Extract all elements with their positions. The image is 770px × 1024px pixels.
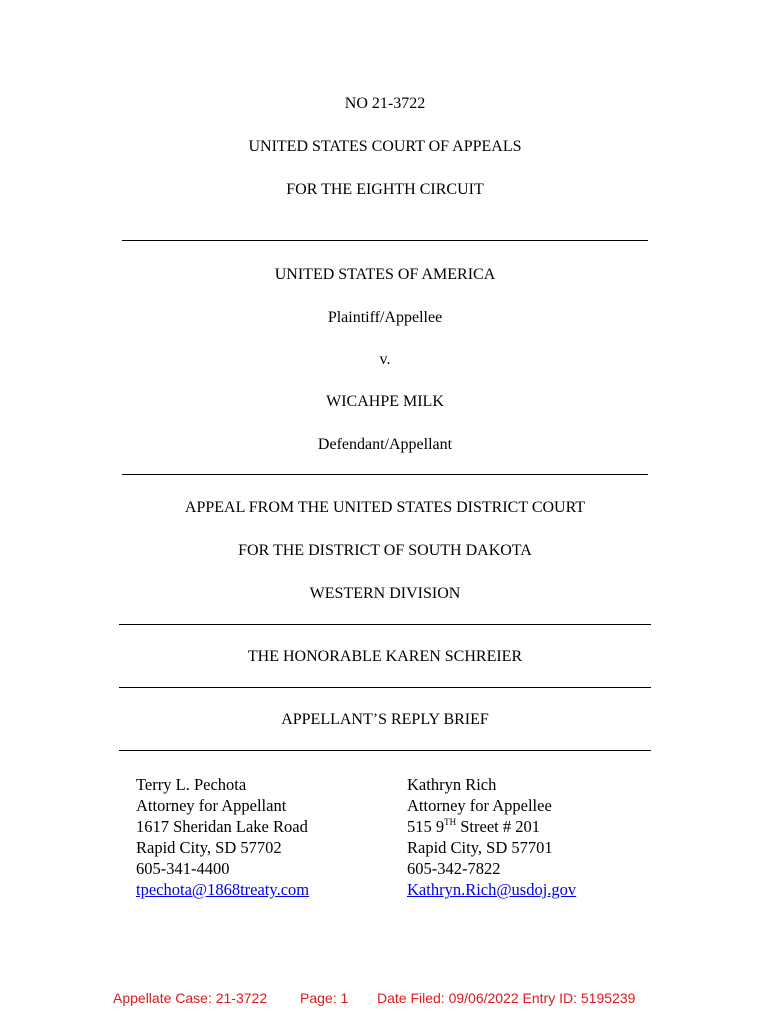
appeal-line-2: FOR THE DISTRICT OF SOUTH DAKOTA xyxy=(238,542,532,559)
appellant-counsel-phone: 605-341-4400 xyxy=(136,859,230,878)
brief-title: APPELLANT’S REPLY BRIEF xyxy=(281,711,489,728)
appeal-line-3: WESTERN DIVISION xyxy=(309,585,461,602)
appellant-counsel-name: Terry L. Pechota xyxy=(136,775,247,794)
divider xyxy=(119,750,651,751)
plaintiff-name: UNITED STATES OF AMERICA xyxy=(274,266,496,283)
divider xyxy=(122,240,648,241)
defendant-role: Defendant/Appellant xyxy=(317,436,453,453)
circuit-name: FOR THE EIGHTH CIRCUIT xyxy=(286,181,484,198)
plaintiff-role: Plaintiff/Appellee xyxy=(327,309,443,326)
divider xyxy=(122,474,648,475)
appellee-counsel-block xyxy=(407,774,576,900)
appellee-counsel-email-link[interactable]: Kathryn.Rich@usdoj.gov xyxy=(407,880,577,899)
appellant-counsel-city: Rapid City, SD 57702 xyxy=(136,838,282,857)
appellant-counsel-block xyxy=(136,774,309,900)
appellee-counsel-city: Rapid City, SD 57701 xyxy=(407,838,553,857)
appeal-line-1: APPEAL FROM THE UNITED STATES DISTRICT COURT xyxy=(184,499,586,516)
case-number: NO 21-3722 xyxy=(344,95,426,112)
appellant-counsel-address: 1617 Sheridan Lake Road xyxy=(136,817,308,836)
footer-filed: Date Filed: 09/06/2022 Entry ID: 5195239 xyxy=(377,990,636,1006)
footer-case: Appellate Case: 21-3722 xyxy=(113,990,268,1006)
appellee-counsel-role: Attorney for Appellee xyxy=(407,796,552,815)
appellee-counsel-address: 515 9TH Street # 201 xyxy=(407,817,540,836)
filing-footer xyxy=(0,990,770,1010)
divider xyxy=(119,624,651,625)
divider xyxy=(119,687,651,688)
appellant-counsel-role: Attorney for Appellant xyxy=(136,796,287,815)
appellee-counsel-name: Kathryn Rich xyxy=(407,775,497,794)
appellant-counsel-email-link[interactable]: tpechota@1868treaty.com xyxy=(136,880,310,899)
court-name: UNITED STATES COURT OF APPEALS xyxy=(248,138,522,155)
appellee-counsel-phone: 605-342-7822 xyxy=(407,859,501,878)
footer-page: Page: 1 xyxy=(300,990,349,1006)
judge-name: THE HONORABLE KAREN SCHREIER xyxy=(247,648,523,665)
defendant-name: WICAHPE MILK xyxy=(326,393,444,410)
versus: v. xyxy=(379,351,391,368)
